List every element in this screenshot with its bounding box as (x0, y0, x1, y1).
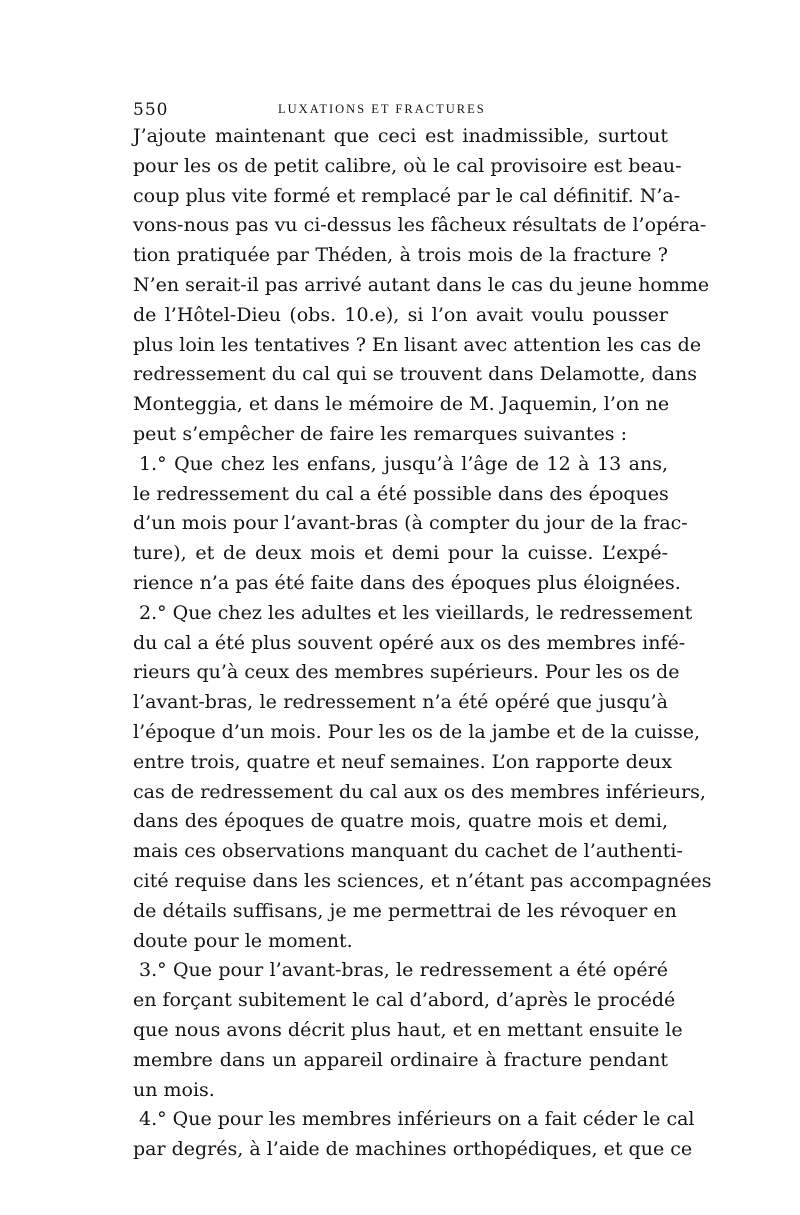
page-header (133, 100, 666, 120)
text-line: pour les os de petit calibre, où le cal provisoire est beau- (133, 154, 682, 177)
text-line: du cal a été plus souvent opéré aux os des membres infé- (133, 631, 686, 654)
text-line: doute pour le moment. (133, 929, 353, 952)
page-number: 550 (133, 100, 169, 120)
text-line: entre trois, quatre et neuf semaines. L’on rapporte deux (133, 750, 673, 773)
text-line: par degrés, à l’aide de machines orthopédiques, et que ce (133, 1138, 693, 1161)
text-line: plus loin les tentatives ? En lisant avec attention les cas de (133, 333, 702, 356)
text-line: ture), et de deux mois et demi pour la cuisse. L’expé- (133, 542, 668, 565)
text-line: 2.° Que chez les adultes et les vieillards, le redressement (139, 601, 693, 624)
running-title: LUXATIONS ET FRACTURES (278, 102, 486, 116)
body-text (133, 122, 712, 1165)
text-line: que nous avons décrit plus haut, et en mettant ensuite le (133, 1018, 683, 1041)
text-line: l’avant-bras, le redressement n’a été opéré que jusqu’à (133, 691, 668, 714)
text-line: vons-nous pas vu ci-dessus les fâcheux résultats de l’opéra- (133, 214, 707, 237)
text-line: de détails suffisans, je me permettrai de les révoquer en (133, 899, 677, 922)
text-line: redressement du cal qui se trouvent dans Delamotte, dans (133, 363, 698, 386)
text-line: cas de redressement du cal aux os des membres inférieurs, (133, 780, 706, 803)
text-line: 4.° Que pour les membres inférieurs on a fait céder le cal (139, 1108, 695, 1131)
text-line: un mois. (133, 1078, 215, 1101)
text-line: en forçant subitement le cal d’abord, d’après le procédé (133, 989, 676, 1012)
text-line: coup plus vite formé et remplacé par le cal définitif. N’a- (133, 184, 681, 207)
text-line: tion pratiquée par Théden, à trois mois de la fracture ? (133, 244, 668, 267)
text-line: 3.° Que pour l’avant-bras, le redressement a été opéré (139, 959, 668, 982)
text-line: membre dans un appareil ordinaire à fracture pendant (133, 1048, 668, 1071)
text-line: N’en serait-il pas arrivé autant dans le cas du jeune homme (133, 273, 710, 296)
text-line: J’ajoute maintenant que ceci est inadmissible, surtout (133, 125, 668, 147)
text-line: l’époque d’un mois. Pour les os de la jambe et de la cuisse, (133, 720, 700, 743)
text-line: de l’Hôtel-Dieu (obs. 10.e), si l’on avait voulu pousser (133, 303, 668, 326)
text-line: mais ces observations manquant du cachet de l’authenti- (133, 840, 683, 863)
text-line: cité requise dans les sciences, et n’étant pas accompagnées (133, 869, 712, 892)
text-line: peut s’empêcher de faire les remarques suivantes : (133, 422, 627, 445)
text-line: 1.° Que chez les enfans, jusqu’à l’âge de 12 à 13 ans, (139, 452, 668, 475)
text-line: d’un mois pour l’avant-bras (à compter du jour de la frac- (133, 512, 688, 535)
text-line: rience n’a pas été faite dans des époques plus éloignées. (133, 571, 681, 594)
text-line: dans des époques de quatre mois, quatre mois et demi, (133, 810, 668, 833)
text-line: Monteggia, et dans le mémoire de M. Jaquemin, l’on ne (133, 393, 670, 416)
text-line: rieurs qu’à ceux des membres supérieurs. Pour les os de (133, 661, 680, 684)
text-line: le redressement du cal a été possible dans des époques (133, 482, 669, 505)
